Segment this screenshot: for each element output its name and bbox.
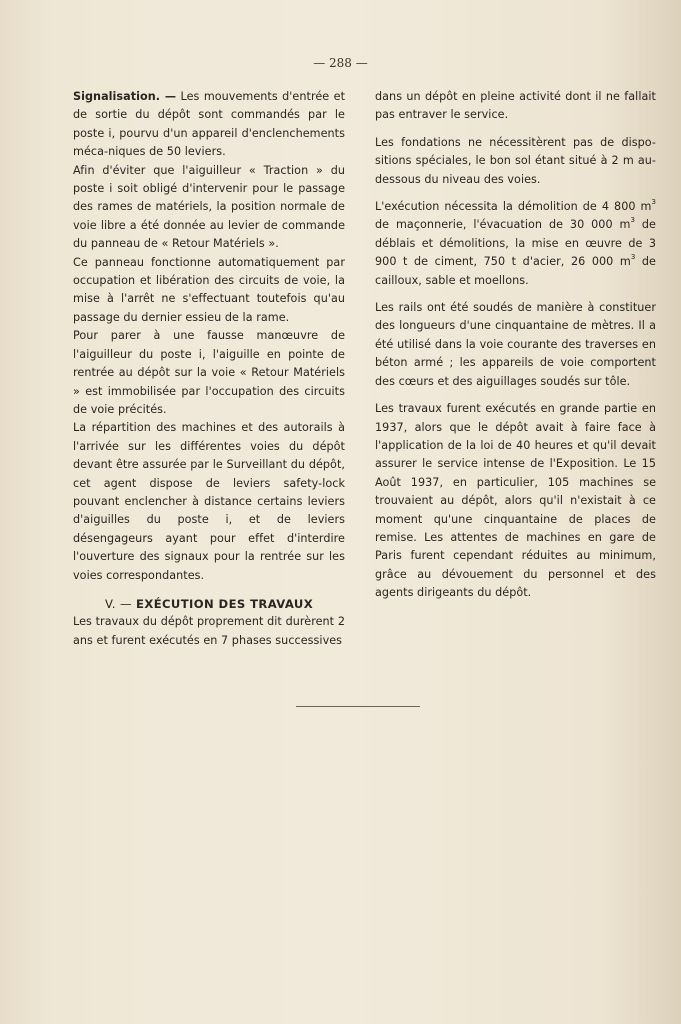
paragraph: Afin d'éviter que l'aiguilleur « Traction » du poste i soit obligé d'intervenir pour le passage des rames de matériels, la position normale de voie libre a été donnée au levier de commande du panneau de « Retour Matériels ». bbox=[73, 163, 345, 251]
paragraph-text: de déblais et démolitions, la mise en œuvre de 3 900 t de ciment, 750 t d'acier, 26 000 m bbox=[375, 218, 656, 269]
paragraph: dans un dépôt en pleine activité dont il ne fallait pas entraver le service. bbox=[375, 90, 656, 122]
paragraph-text: de maçonnerie, l'évacuation de 30 000 m bbox=[375, 218, 631, 232]
heading-title: EXÉCUTION DES TRAVAUX bbox=[136, 596, 314, 611]
paragraph: Les rails ont été soudés de manière à constituer des longueurs d'une cinquantaine de mètres. Il a été utilisé dans la voie courante des traverses en béton armé ; les appareils de voie comportent des cœurs et des aiguillages soudés sur tôle. bbox=[375, 301, 656, 388]
page-number: — 288 — bbox=[313, 56, 368, 70]
paragraph bbox=[375, 198, 656, 290]
paragraph-text: Les mouvements d'entrée et de sortie du dépôt sont commandés par le poste i, pourvu d'un appareil d'enclenchements méca-niques de 50 leviers. bbox=[73, 90, 345, 159]
right-column bbox=[375, 88, 656, 603]
section-heading bbox=[73, 595, 345, 613]
paragraph: La répartition des machines et des autorails à l'arrivée sur les différentes voies du dépôt devant être assurée par le Surveillant du dépôt, cet agent dispose de leviers safety-lock pouvant enclencher à distance certains leviers d'aiguilles du poste i, et de leviers désengageurs ayant pour effet d'interdire l'ouverture des signaux pour la rentrée sur les voies correspondantes. bbox=[73, 421, 345, 582]
paragraph: Les travaux du dépôt proprement dit durèrent 2 ans et furent exécutés en 7 phases successives bbox=[73, 615, 345, 647]
superscript: 3 bbox=[630, 253, 636, 262]
left-column bbox=[73, 88, 345, 650]
paragraph-text: de cailloux, sable et moellons. bbox=[375, 255, 656, 287]
end-rule bbox=[296, 706, 420, 707]
paragraph: Les travaux furent exécutés en grande partie en 1937, alors que le dépôt avait à faire face à l'application de la loi de 40 heures et qu'il devait assurer le service intense de l'Exposition. Le 15 Août 1937, en particulier, 105 machines se trouvaient au dépôt, alors qu'il n'existait à ce moment qu'une cinquantaine de places de remise. Les attentes de machines en gare de Paris furent cependant réduites au minimum, grâce au dévouement du personnel et des agents dirigeants du dépôt. bbox=[375, 402, 656, 600]
paragraph-signalisation bbox=[73, 88, 345, 162]
paragraph-text: L'exécution nécessita la démolition de 4 800 m bbox=[375, 200, 652, 214]
section-lead: Signalisation. — bbox=[73, 90, 177, 103]
superscript: 3 bbox=[630, 216, 636, 225]
heading-number: V. — bbox=[104, 596, 137, 611]
superscript: 3 bbox=[651, 198, 656, 207]
paragraph: Les fondations ne nécessitèrent pas de dispo-sitions spéciales, le bon sol étant situé à 2 m au-dessous du niveau des voies. bbox=[375, 135, 656, 186]
paragraph: Ce panneau fonctionne automatiquement par occupation et libération des circuits de voie, la mise à l'arrêt ne s'effectuant toutefois qu'au passage du dernier essieu de la rame. bbox=[73, 255, 345, 324]
paragraph: Pour parer à une fausse manœuvre de l'aiguilleur du poste i, l'aiguille en pointe de rentrée au dépôt sur la voie « Retour Matériels » est immobilisée par l'occupation des circuits de voie précités. bbox=[73, 329, 345, 416]
